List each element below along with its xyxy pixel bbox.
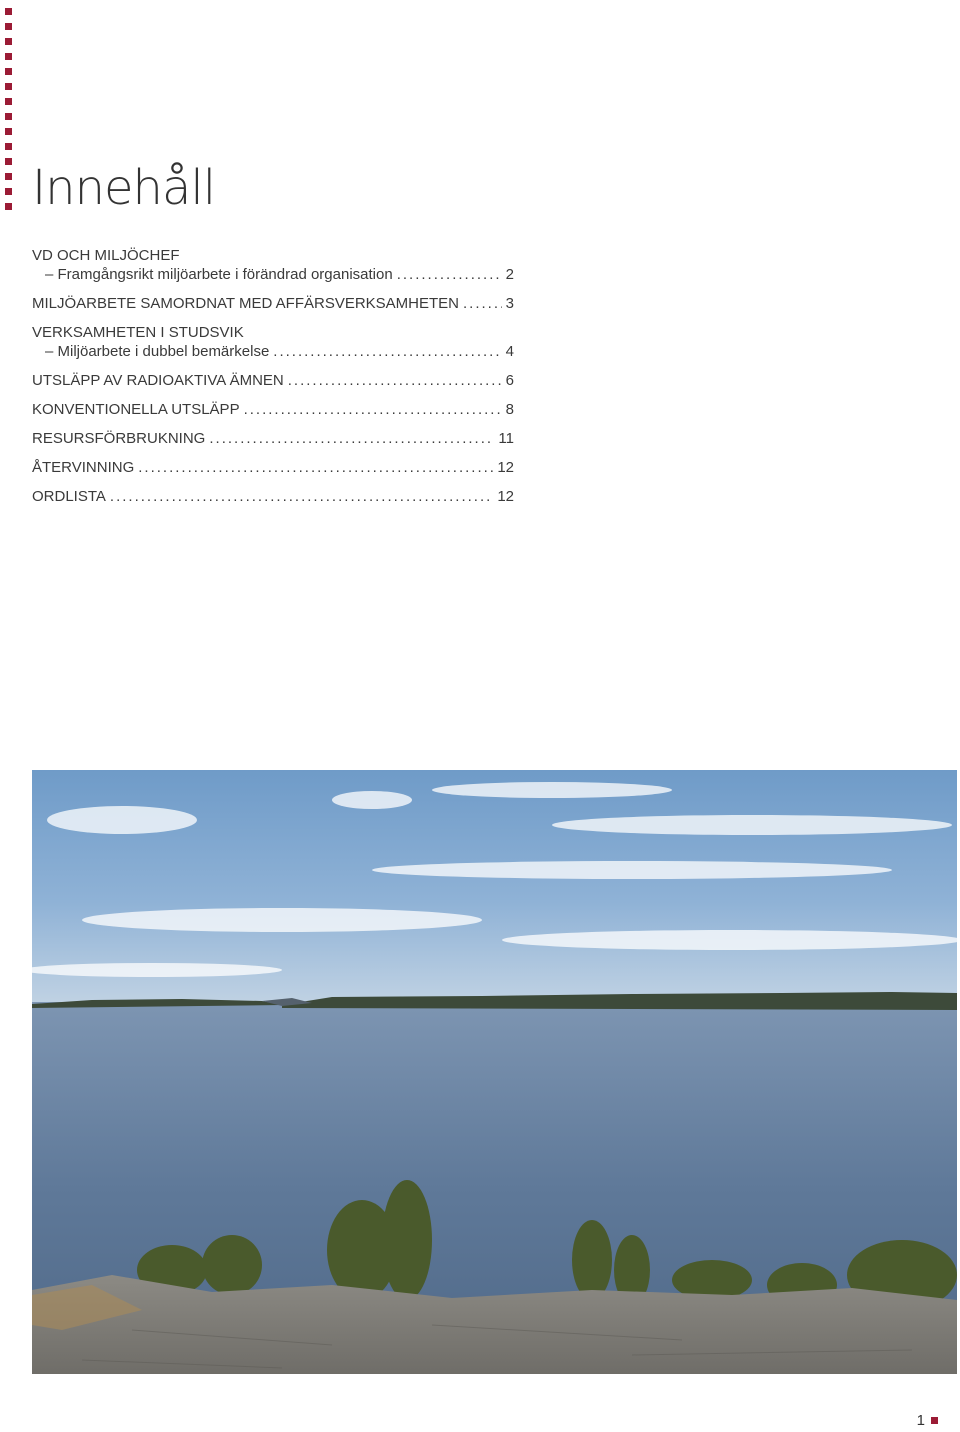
- dot-leader: [463, 294, 502, 313]
- toc-page-number: 3: [505, 295, 514, 312]
- dot-leader: [110, 487, 493, 506]
- dot-leader: [273, 342, 501, 361]
- toc-entry[interactable]: [32, 400, 514, 419]
- toc-entry-title: KONVENTIONELLA UTSLÄPP: [32, 401, 240, 418]
- toc-page-number: 4: [505, 343, 514, 360]
- toc-page-number: 11: [498, 430, 514, 447]
- table-of-contents: [32, 246, 514, 516]
- toc-entry[interactable]: [32, 294, 514, 313]
- toc-page-number: 6: [505, 372, 514, 389]
- toc-entry-title: VERKSAMHETEN I STUDSVIK: [32, 324, 244, 341]
- toc-entry[interactable]: [32, 246, 514, 284]
- toc-page-number: 2: [505, 266, 514, 283]
- page-title: Innehåll: [32, 160, 216, 216]
- decorative-dot-column: [5, 8, 13, 218]
- toc-entry[interactable]: [32, 429, 514, 448]
- toc-page-number: 12: [497, 459, 514, 476]
- dot-leader: [288, 371, 502, 390]
- toc-entry-title: ORDLISTA: [32, 488, 106, 505]
- toc-page-number: 12: [497, 488, 514, 505]
- toc-entry[interactable]: [32, 458, 514, 477]
- page-number-text: 1: [916, 1412, 925, 1429]
- toc-entry-title: MILJÖARBETE SAMORDNAT MED AFFÄRSVERKSAMHETEN: [32, 295, 460, 312]
- page-marker-square: [931, 1417, 938, 1424]
- toc-entry-subtitle: – Miljöarbete i dubbel bemärkelse: [45, 343, 270, 360]
- toc-page-number: 8: [505, 401, 514, 418]
- toc-entry-title: VD OCH MILJÖCHEF: [32, 247, 180, 264]
- dot-leader: [209, 429, 494, 448]
- toc-entry[interactable]: [32, 323, 514, 361]
- toc-entry[interactable]: [32, 371, 514, 390]
- toc-entry-subtitle: – Framgångsrikt miljöarbete i förändrad organisation: [45, 266, 393, 283]
- page-number: [917, 1412, 938, 1429]
- toc-entry[interactable]: [32, 487, 514, 506]
- landscape-photo: [32, 770, 957, 1374]
- toc-entry-title: ÅTERVINNING: [32, 459, 135, 476]
- toc-entry-title: RESURSFÖRBRUKNING: [32, 430, 206, 447]
- dot-leader: [138, 458, 493, 477]
- toc-entry-title: UTSLÄPP AV RADIOAKTIVA ÄMNEN: [32, 372, 284, 389]
- dot-leader: [397, 265, 502, 284]
- dot-leader: [244, 400, 502, 419]
